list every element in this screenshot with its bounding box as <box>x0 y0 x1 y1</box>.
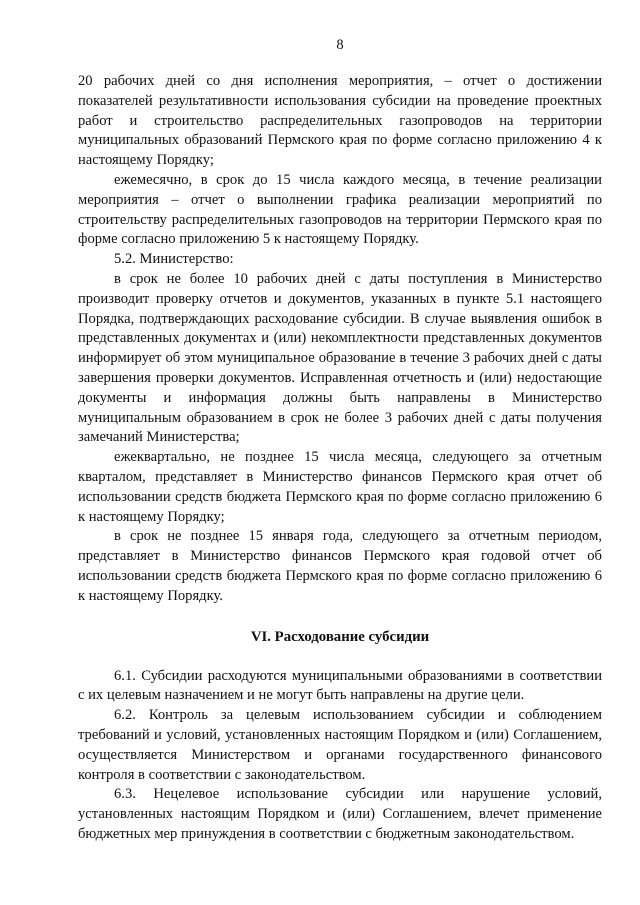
paragraph: ежеквартально, не позднее 15 числа месяца, следующего за отчетным кварталом, представляет в Министерство финансов Пермского края отчет об использовании средств бюджета Пермского края по форме согласно приложению 6 к настоящему Порядку; <box>78 449 602 525</box>
paragraph: 6.2. Контроль за целевым использованием субсидии и соблюдением требований и условий, установленных настоящим Порядком и (или) Соглашением, осуществляется Министерством и органами государственного финансового контроля в соответствии с законодательством. <box>78 707 602 783</box>
paragraph: 6.1. Субсидии расходуются муниципальными образованиями в соответствии с их целевым назначением и не могут быть направлены на другие цели. <box>78 667 602 704</box>
paragraph: 6.3. Нецелевое использование субсидии или нарушение условий, установленных настоящим Порядком и (или) Соглашением, влечет применение бюджетных мер принуждения в соответствии с бюджетным законодательством. <box>78 786 602 842</box>
paragraph: в срок не позднее 15 января года, следующего за отчетным периодом, представляет в Министерство финансов Пермского края годовой отчет об использовании средств бюджета Пермского края по форме согласно приложению 6 к настоящему Порядку. <box>78 528 602 604</box>
section-heading: VI. Расходование субсидии <box>250 628 430 645</box>
paragraph: ежемесячно, в срок до 15 числа каждого месяца, в течение реализации мероприятия – отчет о выполнении графика реализации мероприятий по строительству распределительных газопроводов на территории Пермского края по форме согласно приложению 5 к настоящему Порядку. <box>78 171 602 248</box>
paragraph-clause-heading: 5.2. Министерство: <box>114 251 234 268</box>
paragraph: в срок не более 10 рабочих дней с даты поступления в Министерство производит проверку отчетов и документов, указанных в пункте 5.1 настоящего Порядка, подтверждающих расходование субсидии. В случае выявления ошибок в представленных документах и (или) некомплектности представленных документов информирует об этом муниципальное образование в течение 3 рабочих дней с даты завершения проверки документов. Исправленная отчетность и (или) недостающие документы и информация должны быть направлены в Министерство муниципальным образованием в срок не более 3 рабочих дней с даты получения замечаний Министерства; <box>78 270 602 446</box>
paragraph: 20 рабочих дней со дня исполнения мероприятия, – отчет о достижении показателей результативности использования субсидии на проведение проектных работ и строительство распределительных газопроводов на территории муниципальных образований Пермского края по форме согласно приложению 4 к настоящему Порядку; <box>78 73 602 169</box>
page-number: 8 <box>336 37 344 53</box>
